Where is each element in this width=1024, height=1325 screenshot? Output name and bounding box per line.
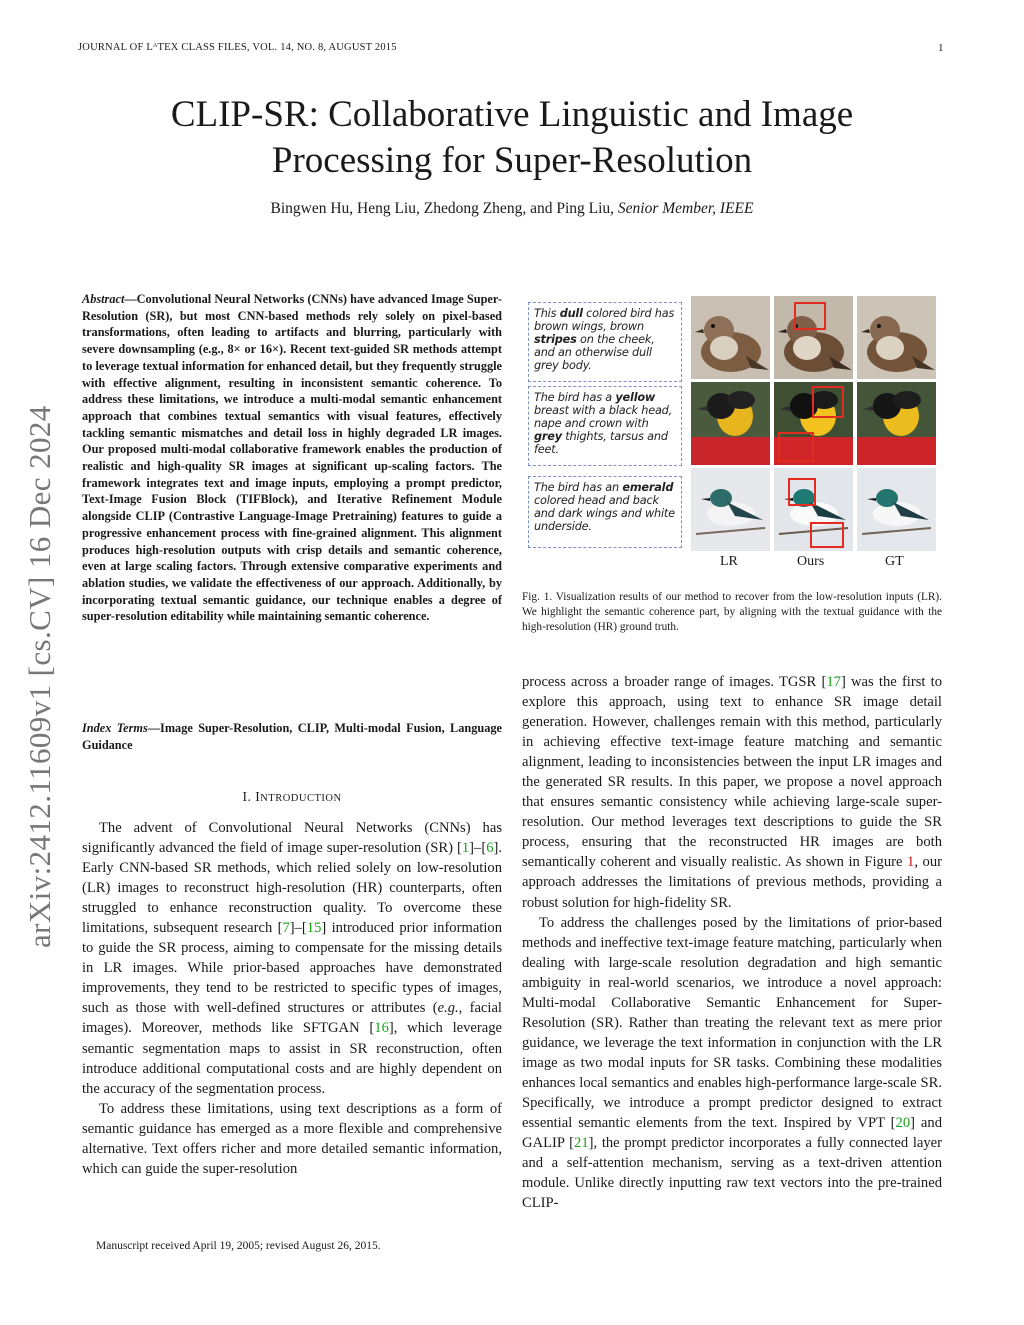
emerald-bird-icon bbox=[857, 468, 936, 551]
section-title-first: I bbox=[255, 789, 261, 804]
paragraph: To address these limitations, using text descriptions as a form of semantic guidance has emerged as a more flexible and comprehensive alternative. Text offers richer and more detailed semantic information, which can guide the super-resolution bbox=[82, 1100, 502, 1177]
citation-link[interactable]: 17 bbox=[826, 674, 841, 690]
footnote: Manuscript received April 19, 2005; revised August 26, 2015. bbox=[96, 1240, 381, 1252]
keyword: grey bbox=[534, 430, 562, 443]
bird-image-gt bbox=[857, 296, 936, 379]
bird-image-gt bbox=[857, 382, 936, 465]
keyword: dull bbox=[559, 307, 583, 320]
paragraph bbox=[82, 818, 502, 1099]
keyword: stripes bbox=[534, 333, 577, 346]
text-run: The bird has a bbox=[534, 391, 616, 404]
paragraph bbox=[522, 672, 942, 913]
text-run: e.g. bbox=[437, 1000, 459, 1017]
text-run: colored bird has brown wings, brown bbox=[534, 307, 675, 333]
text-run: This bbox=[534, 307, 560, 320]
highlight-box bbox=[812, 386, 844, 418]
title-line-2: Processing for Super-Resolution bbox=[271, 140, 753, 181]
title-line-1: CLIP-SR: Collaborative Linguistic and Image bbox=[170, 94, 854, 135]
authors-names: Bingwen Hu, Heng Liu, Zhedong Zheng, and Ping Liu, bbox=[270, 200, 615, 217]
abstract bbox=[82, 291, 502, 625]
highlight-box bbox=[810, 522, 844, 548]
section-title-rest: NTRODUCTION bbox=[260, 793, 342, 804]
text-prompt-box bbox=[528, 302, 682, 382]
highlight-box bbox=[788, 478, 816, 506]
abstract-text: —Convolutional Neural Networks (CNNs) have advanced Image Super-Resolution (SR), but most CNN-based methods rely solely on pixel-based transformations, often leading to artifacts and blurring, particularly with severe downsampling (e.g., 8× or 16×). Recent text-guided SR methods attempt to leverage textual information for enhanced detail, but they frequently struggle with effective alignment, resulting in inconsistent semantic coherence. To address these limitations, we introduce a multi-modal semantic enhancement approach that combines textual semantics with visual features, effectively tackling semantic mismatches and detail loss in highly degraded LR images. Our proposed multi-modal collaborative framework enables the production of realistic and high-quality SR images at significant up-scaling factors. The framework integrates text and image inputs, employing a prompt predictor, Text-Image Fusion Block (TIFBlock), and Iterative Refinement Module alongside CLIP (Contrastive Language-Image Pretraining) features to guide a progressive enhancement process with fine-grained alignment. This alignment produces high-resolution outputs with crisp details and semantic coherence, even at large scaling factors. Through extensive comparative experiments and ablation studies, we validate the effectiveness of our approach. Additionally, by incorporating textual semantic guidance, our technique enables a degree of super-resolution editability while maintaining semantic coherence. bbox=[82, 292, 502, 624]
section-number: I. bbox=[242, 789, 252, 804]
abstract-label: Abstract bbox=[82, 292, 125, 306]
bird-image-ours bbox=[774, 296, 853, 379]
authors-role: Senior Member, IEEE bbox=[617, 200, 754, 217]
figure-link[interactable]: 1 bbox=[907, 854, 915, 871]
bird-image-ours bbox=[774, 468, 853, 551]
text-run: To address the challenges posed by the limitations of prior-based methods and ineffective text-image feature matching, particularly when dealing with large-scale resolution degradation and high semantic ambiguity in real-world scenarios, we introduce a novel approach: Multi-modal Collaborative Semantic Enhancement for Super-Resolution (SR). Rather than treating the relevant text as mere prior guidance, we leverage the text information in conjunction with the LR image as two modal inputs for SR tasks. Combining these modalities enhances local semantics and enables high-performance large-scale SR. Specifically, we introduce a prompt predictor designed to extract essential semantic elements from the text. Inspired by VPT [ bbox=[522, 914, 942, 1132]
text-run: thights, tarsus and feet. bbox=[534, 430, 668, 456]
text-run: colored head and back and dark wings and white underside. bbox=[534, 494, 675, 533]
text-run: on the cheek, and an otherwise dull grey body. bbox=[534, 333, 655, 372]
keyword: yellow bbox=[615, 391, 656, 404]
brown-bird-icon bbox=[691, 296, 770, 379]
highlight-box bbox=[778, 432, 814, 462]
citation-link[interactable]: 15 bbox=[306, 920, 322, 937]
bird-image-lr bbox=[691, 296, 770, 379]
paper-title bbox=[60, 92, 964, 184]
bird-image-ours bbox=[774, 382, 853, 465]
text-run: , our approach addresses the limitations of previous methods, providing a robust solution for high-fidelity SR. bbox=[522, 854, 942, 911]
running-head: JOURNAL OF LᴬTEX CLASS FILES, VOL. 14, NO. 8, AUGUST 2015 bbox=[78, 42, 397, 53]
text-run: The advent of Convolutional Neural Networks (CNNs) has significantly advanced the field of image super-resolution (SR) [ bbox=[82, 820, 502, 857]
text-prompt-box bbox=[528, 476, 682, 548]
page-number: 1 bbox=[938, 42, 944, 54]
text-run: ], the prompt predictor incorporates a fully connected layer and a self-attention mechanism, serving as a text-driven attention module. Unlike directly inputting raw text vectors into the pre-trained CLIP- bbox=[522, 1135, 943, 1212]
text-run: ]. Early CNN-based SR methods, which relied solely on low-resolution (LR) images to reconstruct high-resolution (HR) counterparts, often struggled to enhance reconstruction quality. To overcome these limitations, subsequent research [ bbox=[82, 840, 502, 937]
text-run: ]–[ bbox=[469, 840, 487, 857]
bird-image-gt bbox=[857, 468, 936, 551]
text-run: breast with a black head, nape and crown with bbox=[534, 404, 673, 430]
text-run: ] was the first to explore this approach, using text to enhance SR image detail generation. However, challenges remain with this method, particularly in achieving effective text-image feature matching and semantic alignment, leading to inconsistencies between the input LR images and the generated SR results. In this paper, we propose a novel approach that ensures semantic consistency while achieving large-scale super-resolution. Our method leverages text descriptions to guide the SR process, ensuring that the reconstructed HR images are both semantically coherent and visually realistic. As shown in Figure bbox=[522, 674, 943, 871]
column-label-gt: GT bbox=[885, 554, 904, 569]
yellow-bird-icon bbox=[857, 382, 936, 465]
citation-link[interactable]: 1 bbox=[461, 840, 470, 857]
brown-bird-icon bbox=[857, 296, 936, 379]
citation-link[interactable]: 21 bbox=[574, 1135, 589, 1152]
author-list bbox=[60, 200, 964, 218]
text-run: process across a broader range of images. TGSR [ bbox=[522, 674, 827, 690]
text-run: The bird has an bbox=[534, 481, 623, 494]
citation-link[interactable]: 6 bbox=[486, 840, 494, 857]
text-run: , facial images). Moreover, methods like SFTGAN [ bbox=[82, 1000, 502, 1037]
text-prompt-box bbox=[528, 386, 682, 466]
bird-image-lr bbox=[691, 382, 770, 465]
paragraph bbox=[522, 913, 942, 1214]
keyword: emerald bbox=[622, 481, 674, 494]
citation-link[interactable]: 20 bbox=[895, 1115, 911, 1132]
citation-link[interactable]: 7 bbox=[282, 920, 290, 937]
figure-caption: Fig. 1. Visualization results of our method to recover from the low-resolution inputs (LR). We highlight the semantic coherence part, by aligning with the textual guidance with the high-resolution (HR) ground truth. bbox=[522, 591, 942, 634]
text-run: ] and GALIP [ bbox=[522, 1115, 942, 1152]
right-column-body bbox=[522, 672, 942, 1213]
index-terms bbox=[82, 720, 502, 753]
arxiv-stamp: arXiv:2412.11609v1 [cs.CV] 16 Dec 2024 bbox=[22, 405, 57, 948]
yellow-bird-icon bbox=[691, 382, 770, 465]
highlight-box bbox=[794, 302, 826, 330]
left-column-body bbox=[82, 818, 502, 1179]
index-terms-label: Index Terms bbox=[82, 721, 148, 735]
column-label-ours: Ours bbox=[797, 554, 825, 569]
column-label-lr: LR bbox=[720, 554, 738, 569]
text-run: ]–[ bbox=[289, 920, 307, 937]
text-run: ], which leverage semantic segmentation maps to assist in SR reconstruction, often introduce additional computational costs and are highly dependent on the accuracy of the segmentation process. bbox=[82, 1020, 503, 1097]
figure-1 bbox=[528, 294, 940, 574]
bird-image-lr bbox=[691, 468, 770, 551]
emerald-bird-icon bbox=[691, 468, 770, 551]
section-heading bbox=[82, 789, 502, 805]
citation-link[interactable]: 16 bbox=[374, 1020, 389, 1037]
text-run: ] introduced prior information to guide the SR process, aiming to compensate for the missing details in LR images. While prior-based approaches have demonstrated improvements, they tend to be restricted to specific types of images, such as those with well-defined structures or attributes ( bbox=[82, 920, 502, 1017]
index-terms-text: —Image Super-Resolution, CLIP, Multi-modal Fusion, Language Guidance bbox=[82, 721, 502, 752]
